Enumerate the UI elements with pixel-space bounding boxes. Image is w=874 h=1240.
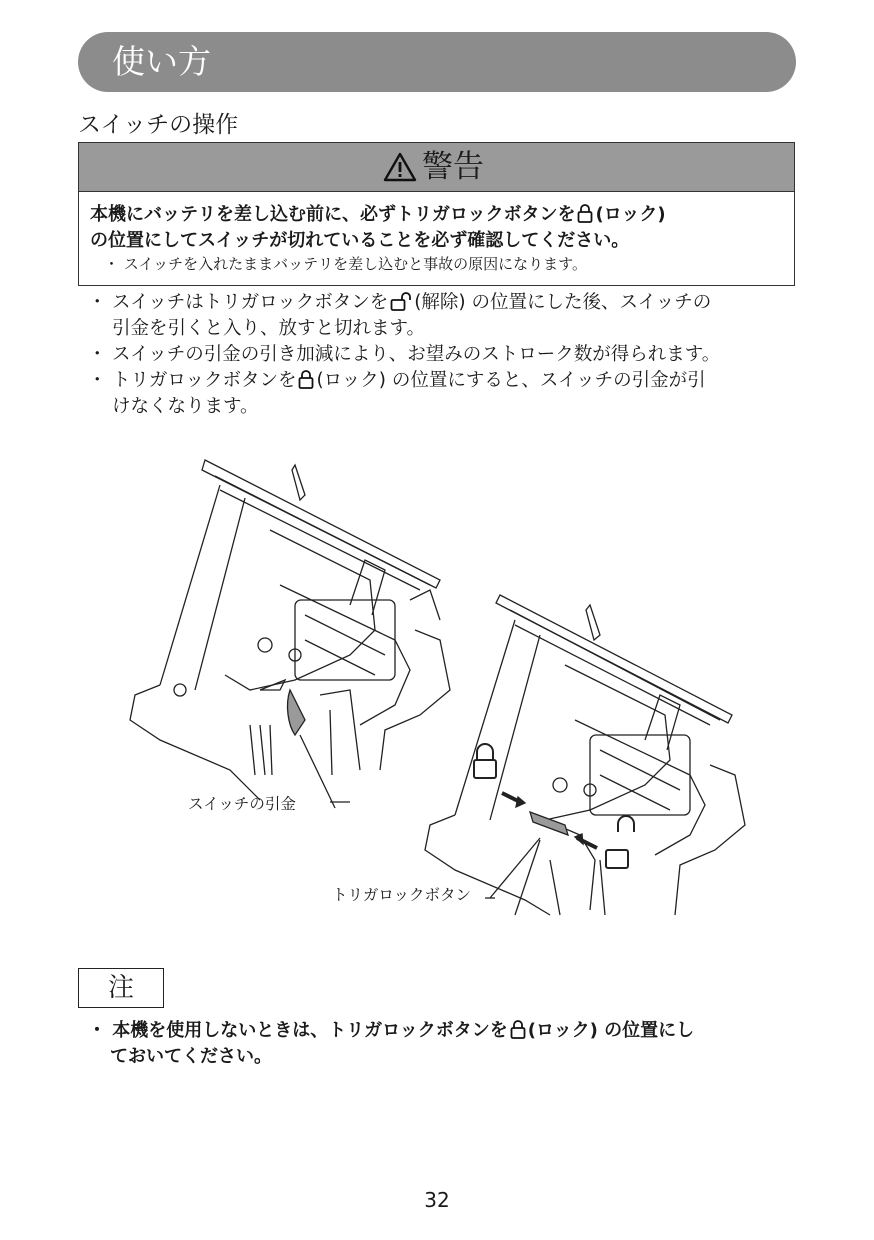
note-line-2: ておいてください。 xyxy=(110,1046,272,1067)
note-label-box: 注 xyxy=(78,968,164,1008)
tool-right-drawing xyxy=(425,595,745,915)
warning-text-lock: (ロック) xyxy=(595,204,666,225)
bullet-text: スイッチの引金の引き加減により、お望みのストローク数が得られます。 xyxy=(112,344,721,365)
trigger-callout-label: スイッチの引金 xyxy=(188,795,296,813)
tool-illustration xyxy=(120,440,760,930)
section-title: スイッチの操作 xyxy=(78,112,239,138)
bullet-continuation: 引金を引くと入り、放すと切れます。 xyxy=(112,318,426,339)
lock-icon xyxy=(577,203,593,223)
bullet-continuation: けなくなります。 xyxy=(112,396,259,417)
bullet-item xyxy=(88,342,720,368)
page-number: 32 xyxy=(424,1188,450,1212)
warning-label: 警告 xyxy=(422,149,484,185)
bullet-text: スイッチはトリガロックボタンを xyxy=(112,292,389,313)
lock-button-callout-label: トリガロックボタン xyxy=(332,886,472,904)
warning-sub-note: ・ スイッチを入れたままバッテリを差し込むと事故の原因になります。 xyxy=(104,255,587,273)
bullet-text: (ロック) の位置にすると、スイッチの引金が引 xyxy=(316,370,706,391)
unlock-icon xyxy=(390,291,412,311)
lock-icon xyxy=(298,369,314,389)
note-text-lock: (ロック) の位置にし xyxy=(527,1020,695,1041)
bullet-mark: ・ xyxy=(88,292,107,313)
note-text: ・ 本機を使用しないときは、トリガロックボタンを xyxy=(88,1020,508,1041)
warning-line-1 xyxy=(90,202,666,228)
bullet-text: (解除) の位置にした後、スイッチの xyxy=(414,292,712,313)
warning-triangle-icon xyxy=(383,152,417,182)
page-title: 使い方 xyxy=(112,42,211,81)
bullet-mark: ・ xyxy=(88,370,107,391)
bullet-item xyxy=(88,368,706,394)
tool-left-drawing xyxy=(130,460,450,808)
note-line-1 xyxy=(88,1018,694,1044)
bullet-text: トリガロックボタンを xyxy=(112,370,297,391)
lock-icon xyxy=(510,1019,526,1039)
warning-line-2: の位置にしてスイッチが切れていることを必ず確認してください。 xyxy=(90,230,630,251)
bullet-item xyxy=(88,290,711,316)
warning-text: 本機にバッテリを差し込む前に、必ずトリガロックボタンを xyxy=(90,204,576,225)
bullet-mark: ・ xyxy=(88,344,107,365)
